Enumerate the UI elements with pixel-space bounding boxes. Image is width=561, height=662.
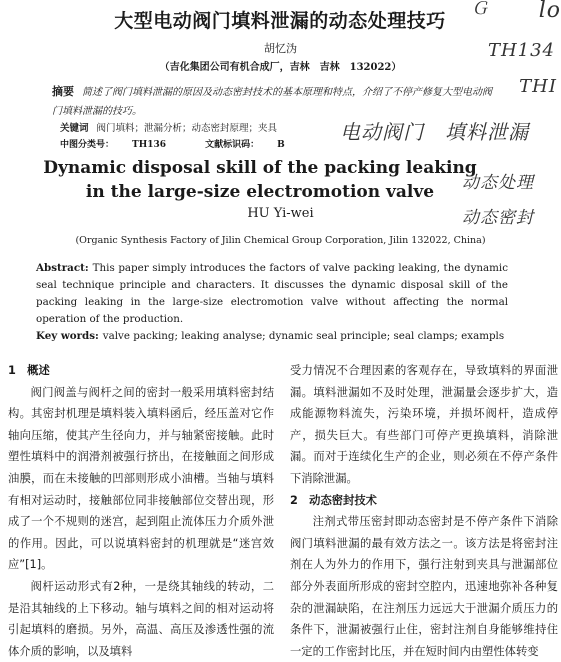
keywords-cn: [60, 120, 277, 134]
section-1-paragraph-continued: 受力情况不合理因素的客观存在，导致填料的界面泄漏。填料泄漏如不及时处理，泄漏量会逐步扩大，造成能源物料流失，污染环境，并损坏阀杆，造成停产，损失巨大。有些部门可停产更换填料，消除泄漏。而对于连续化生产的企业，则必须在不停产条件下消除泄漏。: [290, 364, 558, 485]
paper-title-en-line2: in the large-size electromotion valve: [85, 182, 435, 202]
section-2-heading: 2 动态密封技术: [290, 493, 377, 507]
handwritten-note-thi: THI: [519, 76, 557, 97]
section-2-paragraph-1: 注剂式带压密封即动态密封是不停产条件下消除阀门填料泄漏的最有效方法之一。该方法是将密封注剂在人为外力的作用下，强行注射到夹具与泄漏部位部分外表面所形成的密封空腔内，迅速地弥补各种复杂的泄漏缺陷，在注剂压力远远大于泄漏介质压力的条件下，泄漏被强行止住，密封注剂自身能够维持住一定的工作密封比压，并在短时间内由塑性体转变: [290, 515, 558, 658]
classification-label: 中图分类号：: [60, 140, 115, 150]
handwritten-note-keywords: 电动阀门 填料泄漏: [340, 120, 529, 144]
keywords-label-en: Key words:: [36, 330, 99, 342]
handwritten-note-top: Ｇ: [471, 0, 489, 19]
section-1-paragraph-1: 阀门阀盖与阀杆之间的密封一般采用填料密封结构。其密封机理是填料装入填料函后，经压盖对它作轴向压缩，使其产生径向力，并与轴紧密接触。此时塑性填料中的润滑剂被强行挤出，在接触面之间形成油膜，而在未接触的凹部则形成小油槽。当轴与填料有相对运动时，接触部位同非接触部位交替出现，形成了一个不规则的迷宫，起到阻止流体压力介质外泄的作用。因此，可以说填料密封的机理就是“迷宫效应”[1]。: [8, 385, 274, 572]
abstract-label-cn: 摘要: [52, 85, 74, 98]
affiliation-cn: （吉化集团公司有机合成厂，吉林 吉林 132022）: [159, 62, 402, 73]
abstract-label-en: Abstract:: [36, 262, 89, 274]
affiliation-en: (Organic Synthesis Factory of Jilin Chemical Group Corporation, Jilin 132022, China): [75, 235, 486, 246]
doc-code: B: [277, 140, 285, 150]
body-column-right: [290, 360, 558, 662]
abstract-text-en: This paper simply introduces the factors of valve packing leaking, the dynamic seal technique principle and characters. It discusses the dynamic disposal skill of the packing leaking in the large-size electromotion valve without affecting the normal operation of the production.: [36, 262, 508, 325]
section-1-heading: 1 概述: [8, 364, 50, 377]
keywords-text-cn: 阀门填料；泄漏分析；动态密封原理；夹具: [96, 123, 278, 134]
handwritten-note-seal: 动态密封: [462, 208, 534, 228]
classification-line: [60, 137, 321, 150]
author-name-en: HU Yi-wei: [247, 206, 314, 221]
paper-title-cn: 大型电动阀门填料泄漏的动态处理技巧: [114, 10, 446, 32]
body-column-left: [8, 360, 274, 662]
keywords-en: [36, 330, 516, 342]
abstract-text-cn: 简述了阀门填料泄漏的原因及动态密封技术的基本原理和特点，介绍了不停产修复大型电动阀门填料泄漏的技巧。: [52, 87, 492, 117]
handwritten-note-th134: TH134: [487, 40, 555, 61]
keywords-label-cn: 关键词: [60, 123, 89, 134]
handwritten-note-dynamic: 动态处理: [462, 173, 534, 193]
doc-code-label: 文献标识码：: [205, 140, 260, 150]
section-1-paragraph-2: 阀杆运动形式有2种，一是绕其轴线的转动，二是沿其轴线的上下移动。轴与填料之间的相对运动将引起填料的磨损。另外，高温、高压及渗透性强的流体介质的影响，以及填料: [8, 579, 274, 658]
author-name-cn: 胡忆沩: [264, 42, 297, 55]
abstract-en: [36, 260, 508, 328]
handwritten-note-corner: lo: [538, 0, 561, 23]
keywords-text-en: valve packing; leaking analyse; dynamic seal principle; seal clamps; exampls: [102, 330, 505, 342]
paper-title-en: [30, 156, 490, 204]
classification-code: TH136: [132, 140, 167, 150]
paper-title-en-line1: Dynamic disposal skill of the packing leaking: [43, 158, 477, 178]
